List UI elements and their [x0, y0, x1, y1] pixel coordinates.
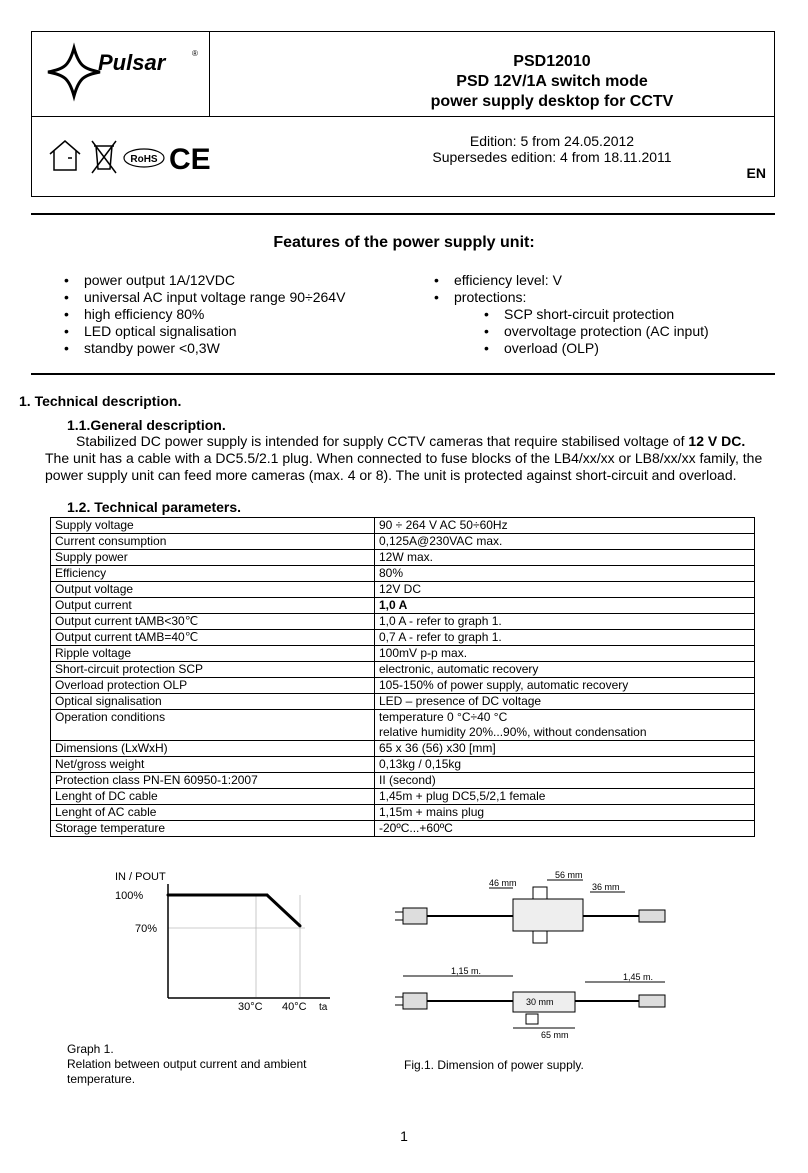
document-title — [332, 52, 772, 112]
svg-text:CE: CE — [169, 143, 211, 176]
table-row — [51, 646, 755, 662]
general-description: Stabilized DC power supply is intended for supply CCTV cameras that require stabilised voltage of 12 V DC. The unit has a cable with a DC5.5/2.1 plug. When connected to fuse blocks of the LB4/xx/xx or LB8/xx/xx family, the power supply unit can feed more cameras (max. 4 or 8). The unit is protected against short-circuit and overload. — [45, 433, 763, 483]
param-name: Overload protection OLP — [51, 678, 375, 694]
supersedes-line: Supersedes edition: 4 from 18.11.2011 — [432, 149, 672, 165]
table-row — [51, 710, 755, 741]
x-axis-label: ta — [319, 1002, 328, 1013]
param-value: II (second) — [375, 773, 755, 789]
table-row — [51, 518, 755, 534]
feature-item: • LED optical signalisation — [56, 323, 345, 340]
table-row — [51, 757, 755, 773]
param-name: Output current — [51, 598, 375, 614]
graph-caption: Graph 1. Relation between output current and ambient temperature. — [67, 1042, 307, 1086]
svg-text:RoHS: RoHS — [130, 154, 158, 165]
document-header — [31, 31, 775, 197]
subsection-parameters: 1.2. Technical parameters. — [67, 499, 242, 515]
brand-name: Pulsar — [98, 50, 166, 75]
param-value: -20ºC...+60ºC — [375, 821, 755, 837]
param-name: Output current tAMB<30℃ — [51, 614, 375, 630]
rohs-icon — [124, 149, 164, 167]
param-name: Protection class PN-EN 60950-1:2007 — [51, 773, 375, 789]
param-name: Net/gross weight — [51, 757, 375, 773]
param-name: Current consumption — [51, 534, 375, 550]
param-value: 100mV p-p max. — [375, 646, 755, 662]
table-row — [51, 662, 755, 678]
table-row — [51, 789, 755, 805]
param-value: 12V DC — [375, 582, 755, 598]
features-list-right — [426, 272, 562, 306]
dim-30mm: 30 mm — [526, 997, 554, 1007]
title-line-2: PSD 12V/1A switch mode — [456, 73, 648, 90]
features-list-left — [56, 272, 345, 357]
derating-graph — [95, 866, 355, 1016]
table-row — [51, 821, 755, 837]
dim-36mm: 36 mm — [592, 882, 620, 892]
table-row — [51, 630, 755, 646]
param-name: Output voltage — [51, 582, 375, 598]
divider-bottom — [31, 373, 775, 375]
feature-item: • high efficiency 80% — [56, 306, 345, 323]
param-value: 65 x 36 (56) x30 [mm] — [375, 741, 755, 757]
edition-line: Edition: 5 from 24.05.2012 — [469, 133, 635, 149]
param-value: 12W max. — [375, 550, 755, 566]
dim-46mm: 46 mm — [489, 878, 517, 888]
param-name: Optical signalisation — [51, 694, 375, 710]
param-name: Lenght of DC cable — [51, 789, 375, 805]
param-value: 1,15m + mains plug — [375, 805, 755, 821]
dim-1-15m: 1,15 m. — [451, 966, 482, 976]
protections-list — [426, 306, 709, 357]
param-value: 0,13kg / 0,15kg — [375, 757, 755, 773]
ce-mark-icon — [169, 143, 211, 176]
language-code: EN — [746, 165, 766, 181]
graph-y-label: IN / POUT — [115, 871, 166, 883]
param-value: temperature 0 °C÷40 °C relative humidity 20%...90%, without condensation — [375, 710, 755, 741]
table-row — [51, 582, 755, 598]
feature-item: • efficiency level: V — [426, 272, 562, 289]
indoor-use-icon — [50, 141, 80, 170]
edition-info — [332, 133, 772, 165]
param-value: 0,7 A - refer to graph 1. — [375, 630, 755, 646]
feature-item: • standby power <0,3W — [56, 340, 345, 357]
param-name: Supply voltage — [51, 518, 375, 534]
feature-item: • protections: — [426, 289, 562, 306]
y-tick-70: 70% — [135, 923, 158, 935]
data-point — [167, 894, 170, 897]
header-divider — [32, 116, 774, 117]
param-name: Supply power — [51, 550, 375, 566]
feature-item: • universal AC input voltage range 90÷264V — [56, 289, 345, 306]
data-point — [299, 924, 302, 927]
subsection-general: 1.1.General description. — [67, 417, 226, 433]
param-value: 105-150% of power supply, automatic recovery — [375, 678, 755, 694]
dim-65mm: 65 mm — [541, 1030, 569, 1040]
title-line-3: power supply desktop for CCTV — [430, 93, 674, 110]
param-value: 80% — [375, 566, 755, 582]
dimension-figure — [395, 868, 695, 1048]
param-value: 1,0 A - refer to graph 1. — [375, 614, 755, 630]
protection-item: • overload (OLP) — [426, 340, 709, 357]
protection-item: • SCP short-circuit protection — [426, 306, 709, 323]
param-name: Efficiency — [51, 566, 375, 582]
param-value: 0,125A@230VAC max. — [375, 534, 755, 550]
table-row — [51, 741, 755, 757]
dim-56mm: 56 mm — [555, 870, 583, 880]
table-row — [51, 534, 755, 550]
section-title: 1. Technical description. — [19, 393, 182, 409]
param-value: electronic, automatic recovery — [375, 662, 755, 678]
derating-line — [168, 895, 300, 926]
table-row — [51, 566, 755, 582]
data-point — [266, 894, 269, 897]
certification-icons — [46, 136, 221, 176]
protection-item: • overvoltage protection (AC input) — [426, 323, 709, 340]
svg-text:®: ® — [192, 49, 198, 58]
table-row — [51, 805, 755, 821]
param-name: Operation conditions — [51, 710, 375, 741]
param-name: Ripple voltage — [51, 646, 375, 662]
param-name: Dimensions (LxWxH) — [51, 741, 375, 757]
table-row — [51, 614, 755, 630]
weee-bin-icon — [92, 141, 116, 173]
dim-1-45m: 1,45 m. — [623, 972, 654, 982]
x-tick-30: 30°C — [238, 1001, 263, 1013]
param-value: 1,0 A — [375, 598, 755, 614]
page-number: 1 — [400, 1128, 408, 1144]
table-row — [51, 678, 755, 694]
feature-item: • power output 1A/12VDC — [56, 272, 345, 289]
param-value: LED – presence of DC voltage — [375, 694, 755, 710]
param-name: Lenght of AC cable — [51, 805, 375, 821]
divider-top — [31, 213, 775, 215]
parameters-table — [50, 517, 755, 837]
param-value: 90 ÷ 264 V AC 50÷60Hz — [375, 518, 755, 534]
param-name: Storage temperature — [51, 821, 375, 837]
figure-caption: Fig.1. Dimension of power supply. — [404, 1058, 584, 1072]
param-name: Short-circuit protection SCP — [51, 662, 375, 678]
y-tick-100: 100% — [115, 890, 144, 902]
model-name: PSD12010 — [513, 53, 591, 70]
table-row — [51, 694, 755, 710]
param-value: 1,45m + plug DC5,5/2,1 female — [375, 789, 755, 805]
table-row — [51, 773, 755, 789]
features-heading: Features of the power supply unit: — [273, 234, 535, 251]
table-row — [51, 550, 755, 566]
table-row — [51, 598, 755, 614]
param-name: Output current tAMB=40℃ — [51, 630, 375, 646]
header-logo-divider — [209, 32, 210, 116]
x-tick-40: 40°C — [282, 1001, 307, 1013]
pulsar-logo — [46, 42, 206, 102]
